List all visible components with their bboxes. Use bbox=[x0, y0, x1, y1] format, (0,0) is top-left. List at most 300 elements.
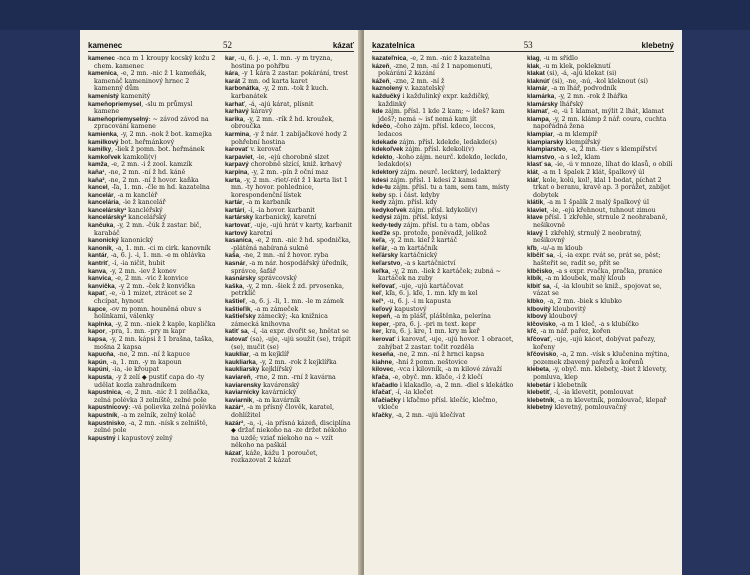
entry-definition: , -ne, 2 mn. -ní ž hd. káně bbox=[104, 168, 186, 176]
entry-definition: , -u m sřídlo bbox=[539, 55, 578, 62]
dictionary-entry bbox=[372, 268, 519, 283]
entry-headword: kázeň bbox=[372, 62, 390, 70]
left-page-column-1 bbox=[88, 55, 217, 465]
entry-headword: kaviarnik bbox=[225, 396, 253, 404]
entry-headword: kdektorý bbox=[372, 168, 399, 176]
dictionary-entry bbox=[225, 85, 354, 100]
entry-headword: karpina bbox=[225, 168, 248, 176]
dictionary-entry bbox=[225, 450, 354, 465]
entry-definition: zájm. přísl. kdekoli(v) bbox=[403, 146, 475, 154]
entry-definition: lhářský bbox=[557, 100, 584, 108]
entry-headword: kaňa¹ bbox=[88, 168, 105, 176]
dictionary-entry bbox=[88, 237, 217, 245]
dictionary-entry bbox=[225, 230, 354, 238]
dictionary-entry bbox=[225, 252, 354, 260]
entry-definition: , -e, 2 mn. -nic ž 1 kameňák, kamenáč kameninový hrnec 2 kamenný dům bbox=[94, 70, 207, 93]
entry-headword: klampiar bbox=[527, 130, 553, 138]
entry-headword: kľača bbox=[372, 373, 389, 381]
entry-headword: kamenica bbox=[88, 70, 117, 78]
entry-definition: , -a, 2 mn. -nísk s zelniště, zelné pole bbox=[94, 419, 208, 435]
entry-headword: kaukliar bbox=[225, 351, 249, 359]
entry-definition: , -y, 2 mn. -rok ž lhářka bbox=[554, 92, 628, 100]
entry-definition: chorobně slzící, kniž. krhavý bbox=[248, 161, 342, 169]
entry-definition: i klebetník bbox=[551, 381, 587, 389]
entry-definition: , -liek ž pomn. bot. heřmánek bbox=[111, 146, 205, 154]
entry-definition: , -ne, 2 mn. -ní ž hovor. ryba bbox=[239, 252, 329, 260]
entry-definition: , -u m klek, pokleknutí bbox=[539, 62, 611, 70]
entry-definition: kancléřský bbox=[126, 206, 163, 214]
entry-headword: keper bbox=[372, 320, 389, 328]
dictionary-entry bbox=[88, 199, 217, 207]
entry-headword: kanvička bbox=[88, 282, 115, 290]
entry-headword: kľačiačky bbox=[372, 396, 401, 404]
dictionary-entry bbox=[88, 161, 217, 169]
entry-definition: 1 zkřehlý, strnulý 2 neobratný, nešikovný bbox=[533, 229, 642, 245]
entry-definition: kamenitý bbox=[118, 92, 151, 100]
dictionary-entry bbox=[527, 116, 674, 131]
dictionary-entry bbox=[527, 397, 674, 405]
dictionary-entry bbox=[527, 382, 674, 390]
dictionary-entry bbox=[225, 397, 354, 405]
dictionary-entry bbox=[527, 199, 674, 207]
right-page-header bbox=[372, 40, 674, 52]
dictionary-entry bbox=[372, 154, 519, 169]
dictionary-entry bbox=[372, 214, 519, 222]
entry-headword: kaša bbox=[225, 252, 240, 260]
entry-headword: kazár² bbox=[225, 419, 244, 427]
dictionary-entry bbox=[527, 389, 674, 397]
dictionary-entry bbox=[372, 55, 519, 63]
entry-headword: kartárí bbox=[225, 206, 245, 214]
dictionary-entry bbox=[88, 184, 217, 192]
entry-definition: , -y, 2 mn. kieľ ž kartáč bbox=[384, 237, 458, 245]
entry-headword: kamkoľvek bbox=[88, 153, 121, 161]
entry-definition: kartáčnický bbox=[397, 252, 438, 260]
entry-headword: kaviarnícky bbox=[225, 389, 260, 397]
entry-definition: v. kerovať bbox=[248, 146, 282, 154]
entry-headword: klakat bbox=[527, 70, 545, 78]
entry-definition: , -ie ž kancelář bbox=[118, 199, 166, 207]
entry-definition: , -uje, -ujú kartáčovat bbox=[395, 282, 464, 290]
entry-definition: zájm. přísl. kdy bbox=[386, 199, 438, 207]
dictionary-entry bbox=[372, 366, 519, 374]
dictionary-entry bbox=[527, 252, 674, 267]
entry-headword: klag bbox=[527, 55, 540, 62]
entry-headword: karovať bbox=[225, 146, 249, 154]
entry-headword: katovať bbox=[225, 335, 248, 343]
entry-definition: , -y, 2 mn. -riet/-rát ž 1 karta list 1 mn. -ty hovor. pohlednice, korespondenční lístek bbox=[231, 176, 348, 199]
dictionary-entry bbox=[372, 374, 519, 382]
entry-definition: , -a m kavárník bbox=[252, 396, 300, 404]
entry-definition: , kole, kolú, kol!, klal 1 bodat, píchat 2 trkat o beranu, kravě ap. 3 porážet, zabíjet dobytek bbox=[533, 176, 671, 199]
entry-headword: kamenistý bbox=[88, 92, 119, 100]
dictionary-entry bbox=[372, 169, 519, 177]
dictionary-entry bbox=[372, 313, 519, 321]
entry-headword: klbový bbox=[527, 313, 547, 321]
entry-headword: kdekto bbox=[372, 153, 393, 161]
entry-definition: kavárnický bbox=[259, 389, 297, 397]
background-top bbox=[0, 0, 750, 30]
dictionary-entry bbox=[88, 116, 217, 131]
entry-definition: , -uje, -ujú kácet, dobývat pařezy, kořeny bbox=[533, 335, 656, 351]
dictionary-entry bbox=[88, 366, 217, 374]
entry-headword: kilovec bbox=[372, 366, 394, 374]
dictionary-entry bbox=[527, 108, 674, 116]
entry-headword: klavý bbox=[527, 229, 543, 237]
dictionary-entry bbox=[527, 298, 674, 306]
entry-headword: keby bbox=[372, 191, 387, 199]
entry-headword: kapucňa bbox=[88, 351, 114, 359]
dictionary-entry bbox=[225, 146, 354, 154]
dictionary-entry bbox=[88, 252, 217, 260]
entry-headword: kapustnisko bbox=[88, 419, 125, 427]
entry-definition: , -a s expr. rvačka, pračka, pranice bbox=[552, 267, 663, 275]
entry-headword: kaviarensky bbox=[225, 381, 262, 389]
dictionary-entry bbox=[527, 154, 674, 162]
dictionary-entry bbox=[527, 336, 674, 351]
entry-headword: klampiarstvo bbox=[527, 146, 566, 154]
dictionary-entry bbox=[527, 328, 674, 336]
dictionary-entry bbox=[372, 245, 519, 253]
entry-definition: karbanický, karetní bbox=[253, 214, 317, 222]
dictionary-entry bbox=[372, 139, 519, 147]
entry-headword: klebeta bbox=[527, 366, 549, 374]
entry-headword: kartový bbox=[225, 229, 248, 237]
entry-headword: kartár bbox=[225, 199, 243, 207]
dictionary-entry bbox=[88, 154, 217, 162]
dictionary-entry bbox=[225, 313, 354, 328]
dictionary-entry bbox=[527, 321, 674, 329]
dictionary-entry bbox=[372, 63, 519, 78]
dictionary-entry bbox=[88, 359, 217, 367]
dictionary-entry bbox=[527, 404, 674, 412]
entry-definition: kanonický bbox=[118, 237, 154, 245]
dictionary-entry bbox=[225, 382, 354, 390]
dictionary-entry bbox=[225, 260, 354, 275]
entry-headword: kerovať bbox=[372, 335, 396, 343]
entry-definition: : -vá polievka zelná polévka bbox=[128, 404, 217, 412]
entry-headword: klbčiť sa bbox=[527, 252, 554, 260]
entry-headword: keľár bbox=[372, 244, 388, 252]
dictionary-entry bbox=[527, 214, 674, 229]
dictionary-entry bbox=[372, 260, 519, 268]
entry-definition: , -a m klevetník, pomlouvač, klepař bbox=[554, 396, 667, 404]
entry-headword: klebetný bbox=[527, 404, 553, 412]
dictionary-entry bbox=[225, 131, 354, 146]
entry-definition: , -a, 1. mn. -ci m cirk. kanovník bbox=[111, 244, 211, 252]
entry-headword: kartovať bbox=[225, 222, 251, 230]
left-page-number: 52 bbox=[223, 40, 233, 50]
dictionary-entry bbox=[372, 412, 519, 420]
dictionary-entry bbox=[225, 275, 354, 283]
dictionary-entry bbox=[225, 108, 354, 116]
dictionary-entry bbox=[225, 366, 354, 374]
entry-headword: kdesi bbox=[372, 176, 389, 184]
dictionary-entry bbox=[527, 70, 674, 78]
entry-headword: kameňopriemysel bbox=[88, 100, 142, 108]
entry-definition: , -y 2 mn. -ček ž konvička bbox=[114, 282, 196, 290]
dictionary-entry bbox=[372, 177, 519, 185]
entry-definition: zájm. přísl. kdysi bbox=[391, 214, 448, 222]
entry-definition: , kľa, 6. j. kľe, 1. mn. kľy m kel bbox=[381, 290, 478, 298]
dictionary-entry bbox=[225, 55, 354, 70]
entry-headword: kartársky bbox=[225, 214, 254, 222]
entry-definition: káravý bbox=[248, 108, 273, 116]
entry-definition: zájm. přísl. 1 kde 2 kam; ~ ideš? kam jdeš?; nemá ~ isť nemá kam jít bbox=[378, 108, 505, 123]
entry-definition: , -koho zájm. neurč. kdekdo, leckdo, ledakdo(s) bbox=[378, 153, 508, 169]
entry-headword: kaštieľ bbox=[225, 298, 246, 305]
entry-headword: kapať bbox=[88, 290, 106, 298]
dictionary-entry bbox=[225, 420, 354, 450]
entry-headword: karmina bbox=[225, 130, 250, 138]
entry-headword: kapustný bbox=[88, 434, 116, 442]
entry-definition: , -y, 2 mn. -rok ž kejklířka bbox=[255, 358, 337, 366]
entry-definition: , -y, obyč. mn. klebety, -biet ž klevety, pomluva, klep bbox=[533, 366, 667, 381]
entry-definition: , -a, 2 mn. -tiev s klempířství bbox=[565, 146, 657, 154]
entry-definition: , -y, 2 mn. -tok ž kuch. karbanátek bbox=[231, 85, 329, 100]
entry-definition: , -y, 2 mn. -rík ž hd. kroužek, obroučka bbox=[231, 115, 335, 131]
entry-definition: , -a m klempíř bbox=[552, 130, 598, 138]
entry-headword: kedysi bbox=[372, 214, 392, 222]
dictionary-entry bbox=[88, 260, 217, 268]
dictionary-entry bbox=[527, 131, 674, 139]
entry-definition: , -a, 2 mn. -vísk s klučenina mýtina, pozemek zbavený pařezů a kořenů bbox=[533, 351, 670, 366]
dictionary-entry bbox=[88, 290, 217, 305]
entry-headword: klbovitý bbox=[527, 305, 551, 313]
entry-definition: , -a m pŕísný člověk, karatel, dohlížitel bbox=[231, 404, 335, 419]
entry-headword: klave bbox=[527, 214, 543, 222]
entry-headword: kancelársky² bbox=[88, 214, 127, 222]
entry-definition: , -a m nář. pařez, kořen bbox=[536, 328, 611, 336]
entry-definition: (sa), -uje, -ujú soužit (se), trápit (se), mučit (se) bbox=[231, 335, 351, 351]
dictionary-entry bbox=[527, 351, 674, 366]
dictionary-entry bbox=[88, 177, 217, 185]
entry-headword: karpaviet bbox=[225, 153, 253, 161]
dictionary-entry bbox=[527, 230, 674, 245]
entry-headword: každučký bbox=[372, 92, 401, 100]
entry-headword: kanonický bbox=[88, 237, 119, 245]
entry-definition: , -a, -i, -ia pŕísná kázeň, disciplína ◆ držať niekoho na -ze držet někoho na uzdě; vziať niekoho na ~ vzít někoho na paškál bbox=[231, 419, 351, 450]
entry-definition: , -a s kartáčnictví bbox=[400, 260, 456, 268]
entry-headword: kaštieľik bbox=[225, 305, 251, 313]
entry-definition: , -ie, -ejú chorobně slzet bbox=[252, 153, 330, 161]
entry-headword: keseňa bbox=[372, 351, 394, 359]
entry-headword: kasnársky bbox=[225, 275, 256, 283]
dictionary-entry bbox=[225, 306, 354, 314]
entry-definition: , -u, 6. j. -e, 1. mn. -y m tryzna, hostina po pohřbu bbox=[231, 55, 333, 70]
entry-definition: i každulinký expr. každičký, každinký bbox=[378, 92, 490, 108]
entry-definition: , -u/-a m kloub bbox=[536, 244, 583, 252]
dictionary-entry bbox=[88, 268, 217, 276]
entry-definition: , -í, -ia kloubit se kniž., spojovat se, vázat se bbox=[533, 282, 662, 298]
entry-definition: i kľačmo přísl. klečíc, klečmo, vkleče bbox=[378, 396, 498, 412]
entry-headword: kantár bbox=[88, 252, 107, 260]
dictionary-entry bbox=[88, 93, 217, 101]
entry-definition: (si), -ne, -nú, -kol kleknout (si) bbox=[549, 77, 649, 85]
entry-headword: kľačadlo bbox=[372, 381, 398, 389]
entry-definition: , -ov m pomn. houněná obuv s holínkami, válenky bbox=[94, 305, 202, 321]
entry-definition: , -á, -ajú kárat, plísnit bbox=[244, 100, 314, 108]
dictionary-entry bbox=[88, 275, 217, 283]
entry-headword: kapustnica bbox=[88, 389, 121, 397]
entry-definition: , -í, -ia hovor. karbanit bbox=[244, 206, 315, 214]
entry-headword: keľársky bbox=[372, 252, 398, 260]
entry-definition: , -a m karbaník bbox=[242, 199, 291, 207]
entry-definition: , -y, 2 mn. -liek ž kartáček; zubná ~ kartáček na zuby bbox=[378, 267, 501, 283]
entry-headword: klamársky bbox=[527, 100, 558, 108]
dictionary-entry bbox=[88, 245, 217, 253]
entry-headword: kazár¹ bbox=[225, 404, 244, 412]
right-page-column-2 bbox=[527, 55, 674, 420]
dictionary-entry bbox=[372, 389, 519, 397]
entry-headword: keľ¹ bbox=[372, 298, 384, 305]
entry-headword: keľovať bbox=[372, 282, 396, 290]
dictionary-entry bbox=[527, 207, 674, 215]
cover-edge-right bbox=[682, 30, 750, 575]
entry-headword: kazateľnica bbox=[372, 55, 407, 62]
entry-definition: přísl. 1 zkřehle, strnule 2 neohrabaně, nešikovně bbox=[533, 214, 668, 230]
dictionary-entry bbox=[527, 245, 674, 253]
dictionary-entry bbox=[88, 420, 217, 435]
dictionary-entry bbox=[88, 351, 217, 359]
entry-definition: , -rne, 2 mn. -rní ž kavárna bbox=[250, 373, 336, 381]
dictionary-entry bbox=[88, 214, 217, 222]
dictionary-entry bbox=[225, 237, 354, 252]
dictionary-entry bbox=[372, 252, 519, 260]
entry-definition: klevetný, pomlouvačný bbox=[552, 404, 627, 412]
entry-definition: kancelářský bbox=[126, 214, 167, 222]
dictionary-entry bbox=[225, 328, 354, 336]
dictionary-entry bbox=[225, 78, 354, 86]
dictionary-entry bbox=[372, 321, 519, 329]
entry-definition: , -a m kancléř bbox=[113, 191, 158, 199]
entry-definition: , -e, 2 mn. -nic ž kazatelna bbox=[406, 55, 490, 62]
entry-headword: keďže bbox=[372, 229, 391, 237]
entry-definition: , -a, 1. mn. -y m kapoun bbox=[106, 358, 182, 366]
dictionary-entry bbox=[225, 389, 354, 397]
entry-definition: , -e, 2 mn. -vic ž konvice bbox=[111, 275, 189, 283]
entry-definition: , -u, 6. j. -i m kapusta bbox=[383, 298, 451, 305]
entry-headword: klampa bbox=[527, 115, 549, 123]
dictionary-entry bbox=[372, 382, 519, 390]
entry-definition: , -zne, 2 mn. -ní ž 1 napomenutí, pokárání 2 kázání bbox=[378, 62, 493, 78]
entry-headword: klebetiť bbox=[527, 389, 550, 397]
entry-definition: , -a m zámeček bbox=[250, 305, 299, 313]
entry-definition: , -a, 2 mn. -ujú klečívat bbox=[391, 411, 465, 419]
entry-headword: klát bbox=[527, 168, 538, 176]
entry-definition: , -í, -ia ničit, hubit bbox=[108, 260, 166, 268]
entry-definition: , -y, 2 mn. -čúk ž zastar. bič, karabáč bbox=[94, 222, 202, 237]
dictionary-entry bbox=[527, 139, 674, 147]
entry-definition: , -uje, -ujú hrát v karty, karbanit bbox=[250, 222, 353, 230]
dictionary-entry bbox=[225, 336, 354, 351]
dictionary-entry bbox=[527, 55, 674, 63]
entry-definition: , -í, -ia expr. rvát se, prát se, pěst; hašteřit se, radit se, přít se bbox=[533, 252, 661, 268]
entry-definition: , kra, 6. j. kre, 1 mn. kry m keř bbox=[381, 328, 480, 336]
dictionary-entry bbox=[88, 70, 217, 93]
dictionary-entry bbox=[225, 222, 354, 230]
dictionary-entry bbox=[527, 283, 674, 298]
entry-headword: klak bbox=[527, 62, 540, 70]
entry-definition: , -a m 1 špalík 2 malý špalkový úl bbox=[543, 199, 649, 207]
entry-definition: , -hní ž pomn. neštovice bbox=[391, 358, 468, 366]
dictionary-entry bbox=[225, 161, 354, 169]
entry-headword: kančuka bbox=[88, 222, 114, 230]
entry-headword: karhavý bbox=[225, 108, 249, 116]
entry-headword: klamstvo bbox=[527, 153, 555, 161]
entry-headword: karhať bbox=[225, 100, 245, 108]
entry-definition: , -y ž zelí ◆ pustiť capa do -ty udělat kozla zahradníkem bbox=[94, 373, 205, 389]
dictionary-entry bbox=[527, 313, 674, 321]
dictionary-entry bbox=[372, 351, 519, 359]
entry-headword: kepeň bbox=[372, 313, 391, 321]
entry-definition: , -ľa, 1. mn. -čle m hd. kazatelna bbox=[107, 184, 210, 192]
entry-headword: kapsa bbox=[88, 335, 106, 343]
entry-definition: , -slu m průmysl kamene bbox=[94, 100, 193, 116]
dictionary-entry bbox=[527, 85, 674, 93]
entry-definition: , -pra, 1. mn. -pry m kapr bbox=[105, 328, 186, 336]
dictionary-entry bbox=[88, 192, 217, 200]
entry-definition: , -e, -ú 1 klamat, mýlit 2 lhát, klamat bbox=[547, 108, 665, 116]
entry-definition: bot. heřmánkový bbox=[118, 138, 175, 146]
left-header-guideword-end: kázať bbox=[332, 41, 354, 50]
entry-headword: keľka bbox=[372, 267, 389, 275]
dictionary-entry bbox=[527, 101, 674, 109]
entry-definition: , -y, 2 mn. kápsi ž 1 brašna, taška, mošna 2 kapsa bbox=[94, 335, 214, 351]
entry-headword: kára bbox=[225, 70, 238, 78]
entry-definition: , káže, kážu 1 poroučet, rozkazovat 2 kázat bbox=[231, 449, 318, 465]
entry-definition: sp. protože, poněvadž, jelikož bbox=[390, 229, 487, 237]
entry-headword: kancelár bbox=[88, 191, 114, 199]
dictionary-entry bbox=[372, 237, 519, 245]
dictionary-entry bbox=[88, 146, 217, 154]
dictionary-entry bbox=[88, 169, 217, 177]
entry-definition: , -í, -ia klevetit, pomlouvat bbox=[549, 389, 634, 397]
dictionary-entry bbox=[372, 184, 519, 192]
entry-headword: kľb bbox=[527, 244, 537, 252]
entry-definition: , -a, 6. j. -li, 1. mn. -le m zámek bbox=[245, 298, 344, 305]
entry-definition: zájm. přísl. kdykoli(v) bbox=[406, 206, 478, 214]
dictionary-entry bbox=[527, 146, 674, 154]
entry-definition: zájm. přísl. tu a tam, občas bbox=[401, 222, 490, 230]
entry-definition: , -e, 2 mn. -nic ž 1 zelňačka, zelná polévka 3 zelníště, zelné pole bbox=[94, 389, 210, 404]
entry-definition: i kapustový zelný bbox=[115, 434, 173, 442]
entry-definition: , -ne, 2 mn. -ní ž hovor. kaňka bbox=[104, 176, 199, 184]
dictionary-entry bbox=[88, 404, 217, 412]
right-page-number: 53 bbox=[523, 40, 533, 50]
entry-definition: (si), -á, -ajú klekat (si) bbox=[544, 70, 617, 78]
dictionary-entry bbox=[88, 55, 217, 70]
dictionary-entry bbox=[225, 154, 354, 162]
entry-definition: kloubovitý bbox=[550, 305, 586, 313]
dictionary-entry bbox=[372, 199, 519, 207]
dictionary-entry bbox=[88, 435, 217, 443]
entry-definition: , -a, 2 mn. -biek s klubko bbox=[543, 298, 622, 305]
entry-definition: , -a m 1 špalek 2 klát, špalkový úl bbox=[537, 168, 645, 176]
entry-definition: sp. i část. kdyby bbox=[386, 191, 440, 199]
entry-headword: keľový bbox=[372, 305, 393, 313]
entry-headword: kľačky bbox=[372, 411, 392, 419]
entry-headword: karát bbox=[225, 77, 241, 85]
right-header-guideword-start: kazatelnica bbox=[372, 41, 415, 50]
entry-definition: , -e, 2 mn. -nic ž hd. spodnička, -plátěná nabíraná sukně bbox=[231, 237, 351, 252]
entry-headword: kde-tu bbox=[372, 184, 391, 192]
dictionary-entry bbox=[88, 207, 217, 215]
entry-definition: , -a m plášť, pláštěnka, pelerína bbox=[390, 313, 491, 321]
dictionary-entry bbox=[372, 306, 519, 314]
entry-definition: kejklířský bbox=[259, 366, 293, 374]
entry-headword: kázať bbox=[225, 449, 242, 457]
